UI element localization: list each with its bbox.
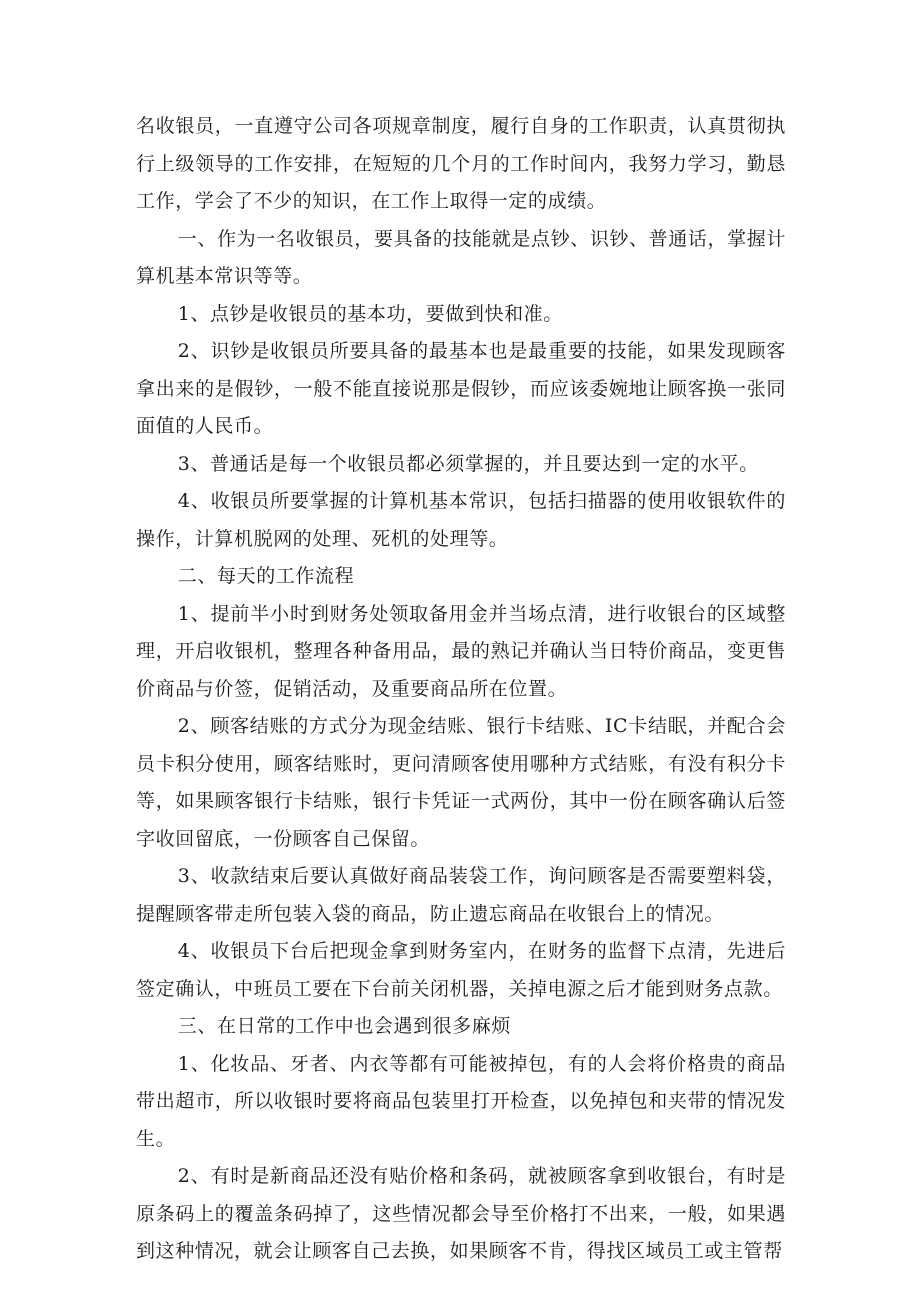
section-heading-workflow: 二、每天的工作流程 (177, 565, 355, 587)
paragraph-problem-2: 2、有时是新商品还没有贴价格和条码，就被顾客拿到收银台，有时是原条码上的覆盖条码掉了，这些情况都会导至价格打不出来，一般，如果遇到这种情况，就会让顾客自己去换，如果顾客不肯，得找区域员工或主管帮 (136, 1165, 786, 1262)
paragraph-workflow-3: 3、收款结束后要认真做好商品装袋工作，询问顾客是否需要塑料袋，提醒顾客带走所包装入袋的商品，防止遗忘商品在收银台上的情况。 (136, 865, 786, 925)
paragraph-skill-3: 3、普通话是每一个收银员都必须掌握的，并且要达到一定的水平。 (177, 452, 759, 475)
paragraph-problem-1: 1、化妆品、牙者、内衣等都有可能被掉包，有的人会将价格贵的商品带出超市，所以收银时要将商品包装里打开检查，以免掉包和夹带的情况发生。 (136, 1052, 786, 1150)
paragraph-workflow-4: 4、收银员下台后把现金拿到财务室内，在财务的监督下点清，先进后签定确认，中班员工要在下台前关闭机器，关掉电源之后才能到财务点款。 (136, 940, 786, 1000)
paragraph-skill-1: 1、点钞是收银员的基本功，要做到快和准。 (177, 302, 563, 325)
paragraph-workflow-1: 1、提前半小时到财务处领取备用金并当场点清，进行收银台的区域整理，开启收银机，整理各种备用品，最的熟记并确认当日特价商品，变更售价商品与价签，促销活动，及重要商品所在位置。 (136, 602, 786, 700)
document-body (136, 108, 786, 1271)
section-heading-problems: 三、在日常的工作中也会遇到很多麻烦 (177, 1015, 511, 1037)
section-heading-skills: 一、作为一名收银员，要具备的技能就是点钞、识钞、普通话，掌握计算机基本常识等等。 (136, 227, 786, 287)
paragraph-workflow-2: 2、顾客结账的方式分为现金结账、银行卡结账、IC卡结眠，并配合会员卡积分使用，顾客结账时，更问清顾客使用哪种方式结账，有没有积分卡等，如果顾客银行卡结账，银行卡凭证一式两份，其中一份在顾客确认后签字收回留底，一份顾客自己保留。 (136, 715, 786, 850)
paragraph-intro: 名收银员，一直遵守公司各项规章制度，履行自身的工作职责，认真贯彻执行上级领导的工作安排，在短短的几个月的工作时间内，我努力学习，勤恳工作，学会了不少的知识，在工作上取得一定的成绩。 (136, 115, 786, 212)
paragraph-skill-4: 4、收银员所要掌握的计算机基本常识，包括扫描器的使用收银软件的操作，计算机脱网的处理、死机的处理等。 (136, 490, 786, 550)
paragraph-skill-2: 2、识钞是收银员所要具备的最基本也是最重要的技能，如果发现顾客拿出来的是假钞，一般不能直接说那是假钞，而应该委婉地让顾客换一张同面值的人民币。 (136, 340, 786, 437)
